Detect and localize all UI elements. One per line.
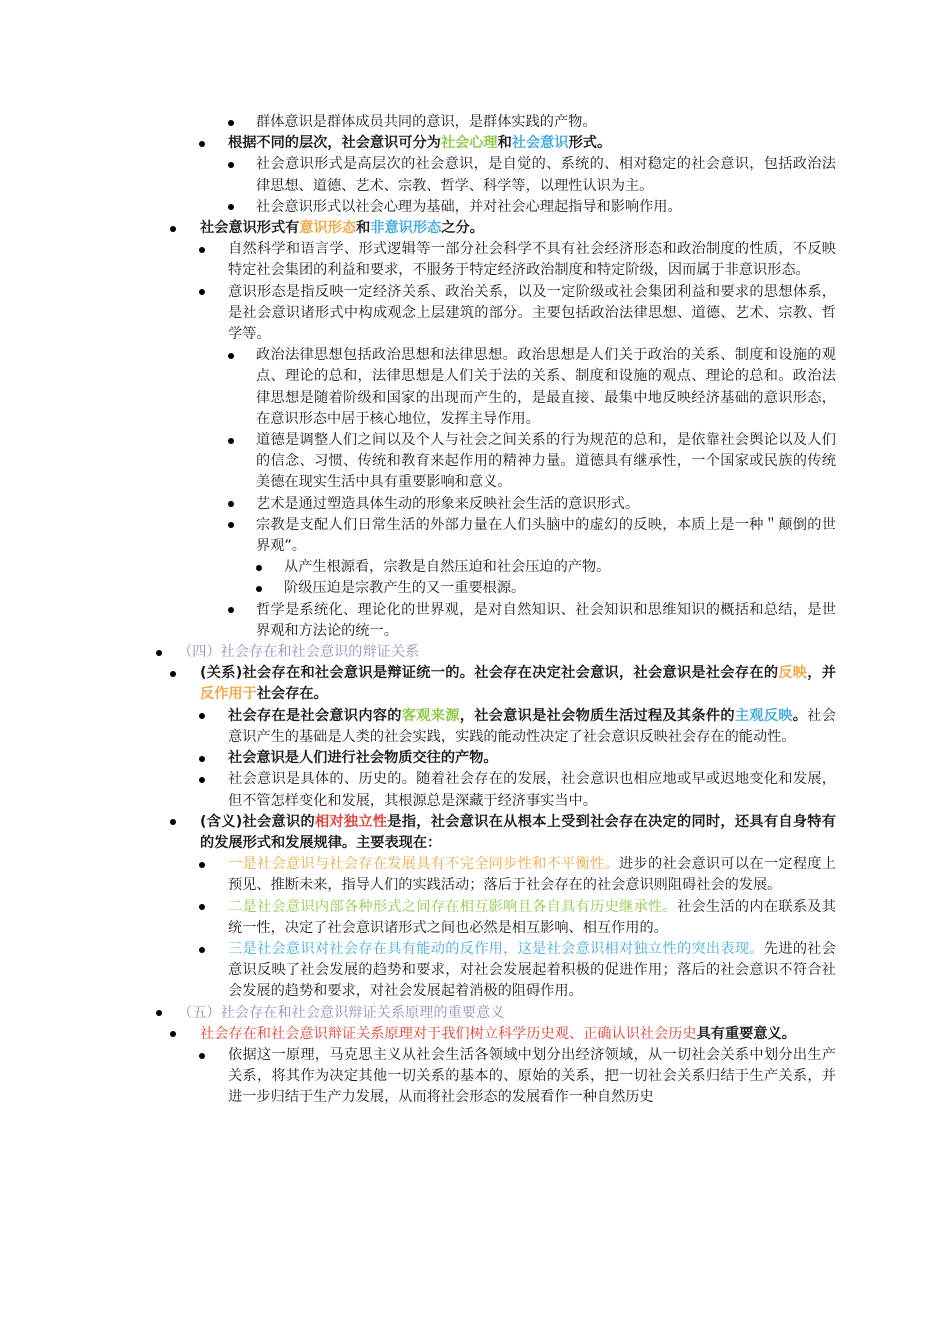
list-item: 艺术是通过塑造具体生动的形象来反映社会生活的意识形式。 [256,494,836,515]
list-item: 意识形态是指反映一定经济关系、政治关系，以及一定阶级或社会集团利益和要求的思想体系，是社会意识诸形式中构成观念上层建筑的部分。主要包括政治法律思想、道德、艺术、宗教、哲学等。 [228,282,836,346]
list-item [200,663,836,705]
list-item-text: (关系)社会存在和社会意识是辩证统一的。社会存在决定社会意识，社会意识是社会存在的反映，并反作用于社会存在。 [200,665,836,703]
list-item-text: (含义)社会意识的相对独立性是指，社会意识在从根本上受到社会存在决定的同时，还具有自身特有的发展形式和发展规律。主要表现在： [200,813,836,851]
list-item: 道德是调整人们之间以及个人与社会之间关系的行为规范的总和，是依靠社会舆论以及人们的信念、习惯、传统和教育来起作用的精神力量。道德具有继承性，一个国家或民族的传统美德在现实生活中具有重要影响和意义。 [256,430,836,494]
list-item: 宗教是支配人们日常生活的外部力量在人们头脑中的虚幻的反映，本质上是一种＂颠倒的世界观”。 [256,515,836,557]
list-item [200,812,836,854]
list-item-text: 社会意识形式有意识形态和非意识形态之分。 [200,220,484,237]
list-item: 从产生根源看，宗教是自然压迫和社会压迫的产物。 [284,557,836,578]
list-item: 群体意识是群体成员共同的意识，是群体实践的产物。 [256,112,836,133]
list-item: 政治法律思想包括政治思想和法律思想。政治思想是人们关于政治的关系、制度和设施的观点、理论的总和，法律思想是人们关于法的关系、制度和设施的观点、理论的总和。政治法律思想是随着阶级和国家的出现而产生的，是最直接、最集中地反映经济基础的意识形态，在意识形态中居于核心地位，发挥主导作用。 [256,345,836,430]
list-item: 社会存在是社会意识内容的客观来源，社会意识是社会物质生活过程及其条件的主观反映。社会意识产生的基础是人类的社会实践，实践的能动性决定了社会意识反映社会存在的能动性。 [228,706,836,748]
list-item: 依据这一原理，马克思主义从社会生活各领域中划分出经济领域，从一切社会关系中划分出生产关系，将其作为决定其他一切关系的基本的、原始的关系，把一切社会关系归结于生产关系，并进一步归结于生产力发展，从而将社会形态的发展看作一种自然历史 [228,1045,836,1109]
list-item: 三是社会意识对社会存在具有能动的反作用，这是社会意识相对独立性的突出表现。先进的社会意识反映了社会发展的趋势和要求，对社会发展起着积极的促进作用；落后的社会意识不符合社会发展的趋势和要求，对社会发展起着消极的阻碍作用。 [228,939,836,1003]
list-item [228,133,836,154]
section-heading: （五）社会存在和社会意识辩证关系原理的重要意义 [178,1003,836,1024]
list-item: 二是社会意识内部各种形式之间存在相互影响且各自具有历史继承性。社会生活的内在联系及其统一性，决定了社会意识诸形式之间也必然是相互影响、相互作用的。 [228,897,836,939]
list-item: 社会意识是人们进行社会物质交往的产物。 [228,748,836,769]
list-item: 社会意识是具体的、历史的。随着社会存在的发展，社会意识也相应地或早或迟地变化和发展，但不管怎样变化和发展，其根源总是深藏于经济事实当中。 [228,769,836,811]
list-item: 哲学是系统化、理论化的世界观，是对自然知识、社会知识和思维知识的概括和总结，是世界观和方法论的统一。 [256,600,836,642]
list-item: 阶级压迫是宗教产生的又一重要根源。 [284,578,836,599]
list-item: 社会存在和社会意识辩证关系原理对于我们树立科学历史观、正确认识社会历史具有重要意义。 [200,1024,836,1045]
list-item [200,218,836,239]
section-heading: （四）社会存在和社会意识的辩证关系 [178,642,836,663]
list-item: 社会意识形式是高层次的社会意识，是自觉的、系统的、相对稳定的社会意识，包括政治法律思想、道德、艺术、宗教、哲学、科学等，以理性认识为主。 [256,154,836,196]
list-item: 社会意识形式以社会心理为基础，并对社会心理起指导和影响作用。 [256,197,836,218]
document-body [0,112,950,1109]
list-item-text: 根据不同的层次，社会意识可分为社会心理和社会意识形式。 [228,135,612,152]
list-item: 自然科学和语言学、形式逻辑等一部分社会科学不具有社会经济形态和政治制度的性质，不反映特定社会集团的利益和要求，不服务于特定经济政治制度和特定阶级，因而属于非意识形态。 [228,239,836,281]
list-item: 一是社会意识与社会存在发展具有不完全同步性和不平衡性。进步的社会意识可以在一定程度上预见、推断未来，指导人们的实践活动；落后于社会存在的社会意识则阻碍社会的发展。 [228,854,836,896]
list-item-text: 社会存在是社会意识内容的客观来源，社会意识是社会物质生活过程及其条件的主观反映。 [228,707,808,724]
